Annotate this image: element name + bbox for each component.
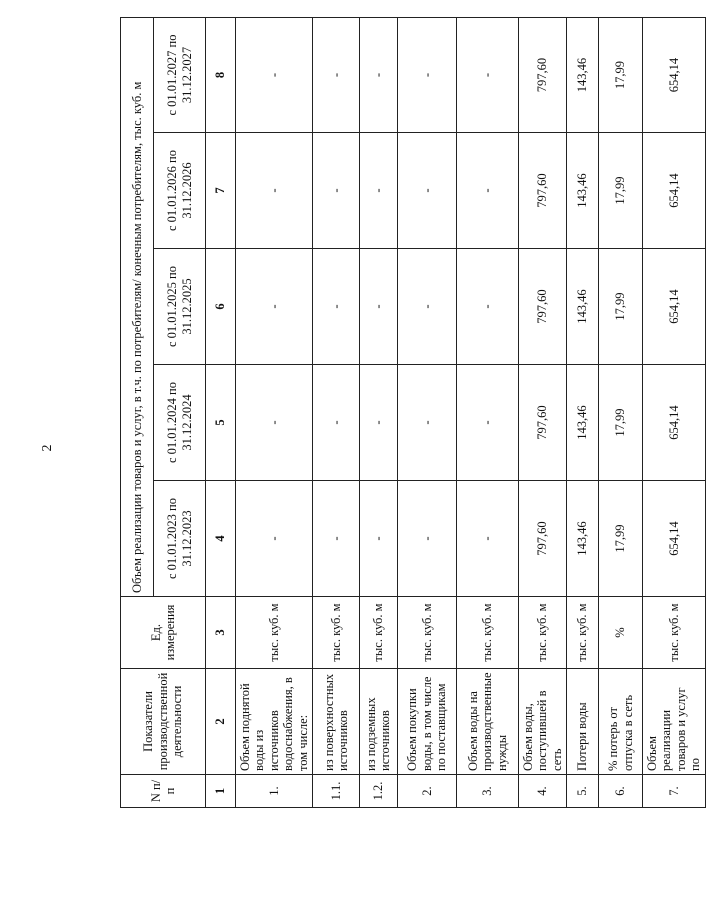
row-value: -	[312, 133, 359, 249]
row-value: -	[397, 365, 456, 481]
row-value: -	[236, 249, 313, 365]
rotated-table-container	[120, 18, 706, 808]
row-unit: тыс. куб. м	[359, 597, 397, 669]
row-number: 5.	[567, 775, 599, 808]
row-value: 654,14	[643, 133, 706, 249]
row-value: -	[456, 133, 518, 249]
row-value: -	[359, 481, 397, 597]
row-value: -	[359, 133, 397, 249]
row-value: -	[236, 481, 313, 597]
column-number: 7	[206, 133, 236, 249]
header-period: с 01.01.2024 по 31.12.2024	[154, 365, 206, 481]
table-row	[359, 17, 397, 807]
header-unit: Ед. измерения	[121, 597, 206, 669]
row-value: 143,46	[567, 249, 599, 365]
page-number: 2	[40, 444, 55, 452]
row-indicator: Объем воды, поступившей в сеть	[518, 669, 566, 775]
row-unit: тыс. куб. м	[567, 597, 599, 669]
table-row	[312, 17, 359, 807]
table-row	[397, 17, 456, 807]
row-value: -	[397, 249, 456, 365]
row-value: 654,14	[643, 17, 706, 132]
row-value: 17,99	[599, 17, 643, 132]
row-value: -	[397, 17, 456, 132]
row-value: 143,46	[567, 481, 599, 597]
row-value: -	[312, 249, 359, 365]
row-value: 797,60	[518, 17, 566, 132]
table-row	[599, 17, 643, 807]
column-number: 8	[206, 17, 236, 132]
table-row	[456, 17, 518, 807]
row-value: -	[312, 365, 359, 481]
row-value: 17,99	[599, 249, 643, 365]
row-value: 143,46	[567, 365, 599, 481]
row-value: 797,60	[518, 481, 566, 597]
row-unit: тыс. куб. м	[518, 597, 566, 669]
row-value: -	[236, 133, 313, 249]
header-row-1	[121, 17, 154, 807]
table-row	[518, 17, 566, 807]
header-period: с 01.01.2027 по 31.12.2027	[154, 17, 206, 132]
row-indicator: из поверхностных источников	[312, 669, 359, 775]
row-value: 654,14	[643, 249, 706, 365]
table-row	[236, 17, 313, 807]
row-value: -	[456, 17, 518, 132]
row-number: 7.	[643, 775, 706, 808]
row-indicator: из подземных источников	[359, 669, 397, 775]
row-indicator: Объем воды на производственные нужды	[456, 669, 518, 775]
row-value: 143,46	[567, 133, 599, 249]
production-indicators-table	[120, 17, 706, 808]
row-unit: тыс. куб. м	[456, 597, 518, 669]
table-row	[643, 17, 706, 807]
row-number: 1.2.	[359, 775, 397, 808]
row-value: -	[397, 481, 456, 597]
row-number: 1.1.	[312, 775, 359, 808]
column-number-row	[206, 17, 236, 807]
row-value: -	[456, 249, 518, 365]
row-unit: тыс. куб. м	[397, 597, 456, 669]
row-value: 143,46	[567, 17, 599, 132]
header-period: с 01.01.2026 по 31.12.2026	[154, 133, 206, 249]
row-value: -	[236, 365, 313, 481]
row-value: 797,60	[518, 365, 566, 481]
row-value: 654,14	[643, 481, 706, 597]
row-indicator: Потери воды	[567, 669, 599, 775]
row-value: 797,60	[518, 133, 566, 249]
row-value: -	[397, 133, 456, 249]
row-indicator: Объем реализации товаров и услуг по	[643, 669, 706, 775]
row-number: 6.	[599, 775, 643, 808]
table-row	[567, 17, 599, 807]
row-value: 797,60	[518, 249, 566, 365]
row-value: 17,99	[599, 365, 643, 481]
header-group: Объем реализации товаров и услуг, в т.ч. по потребителям/ конечным потребителям, тыс. куб. м	[121, 17, 154, 596]
row-unit: тыс. куб. м	[236, 597, 313, 669]
column-number: 3	[206, 597, 236, 669]
row-indicator: Объем покупки воды, в том числе по поставщикам	[397, 669, 456, 775]
row-value: -	[456, 481, 518, 597]
row-indicator: % потерь от отпуска в сеть	[599, 669, 643, 775]
row-value: -	[236, 17, 313, 132]
column-number: 1	[206, 775, 236, 808]
row-value: 654,14	[643, 365, 706, 481]
row-number: 2.	[397, 775, 456, 808]
header-period: с 01.01.2023 по 31.12.2023	[154, 481, 206, 597]
row-number: 4.	[518, 775, 566, 808]
row-unit: тыс. куб. м	[643, 597, 706, 669]
row-number: 3.	[456, 775, 518, 808]
row-value: -	[312, 481, 359, 597]
row-value: -	[359, 365, 397, 481]
row-number: 1.	[236, 775, 313, 808]
row-unit: %	[599, 597, 643, 669]
header-period: с 01.01.2025 по 31.12.2025	[154, 249, 206, 365]
row-indicator: Объем поднятой воды из источников водоснабжения, в том числе:	[236, 669, 313, 775]
row-value: -	[359, 17, 397, 132]
row-value: -	[359, 249, 397, 365]
header-n: N п/п	[121, 775, 206, 808]
row-unit: тыс. куб. м	[312, 597, 359, 669]
header-indicators: Показатели производственной деятельности	[121, 669, 206, 775]
row-value: 17,99	[599, 481, 643, 597]
column-number: 6	[206, 249, 236, 365]
column-number: 5	[206, 365, 236, 481]
row-value: 17,99	[599, 133, 643, 249]
column-number: 4	[206, 481, 236, 597]
column-number: 2	[206, 669, 236, 775]
row-value: -	[456, 365, 518, 481]
row-value: -	[312, 17, 359, 132]
